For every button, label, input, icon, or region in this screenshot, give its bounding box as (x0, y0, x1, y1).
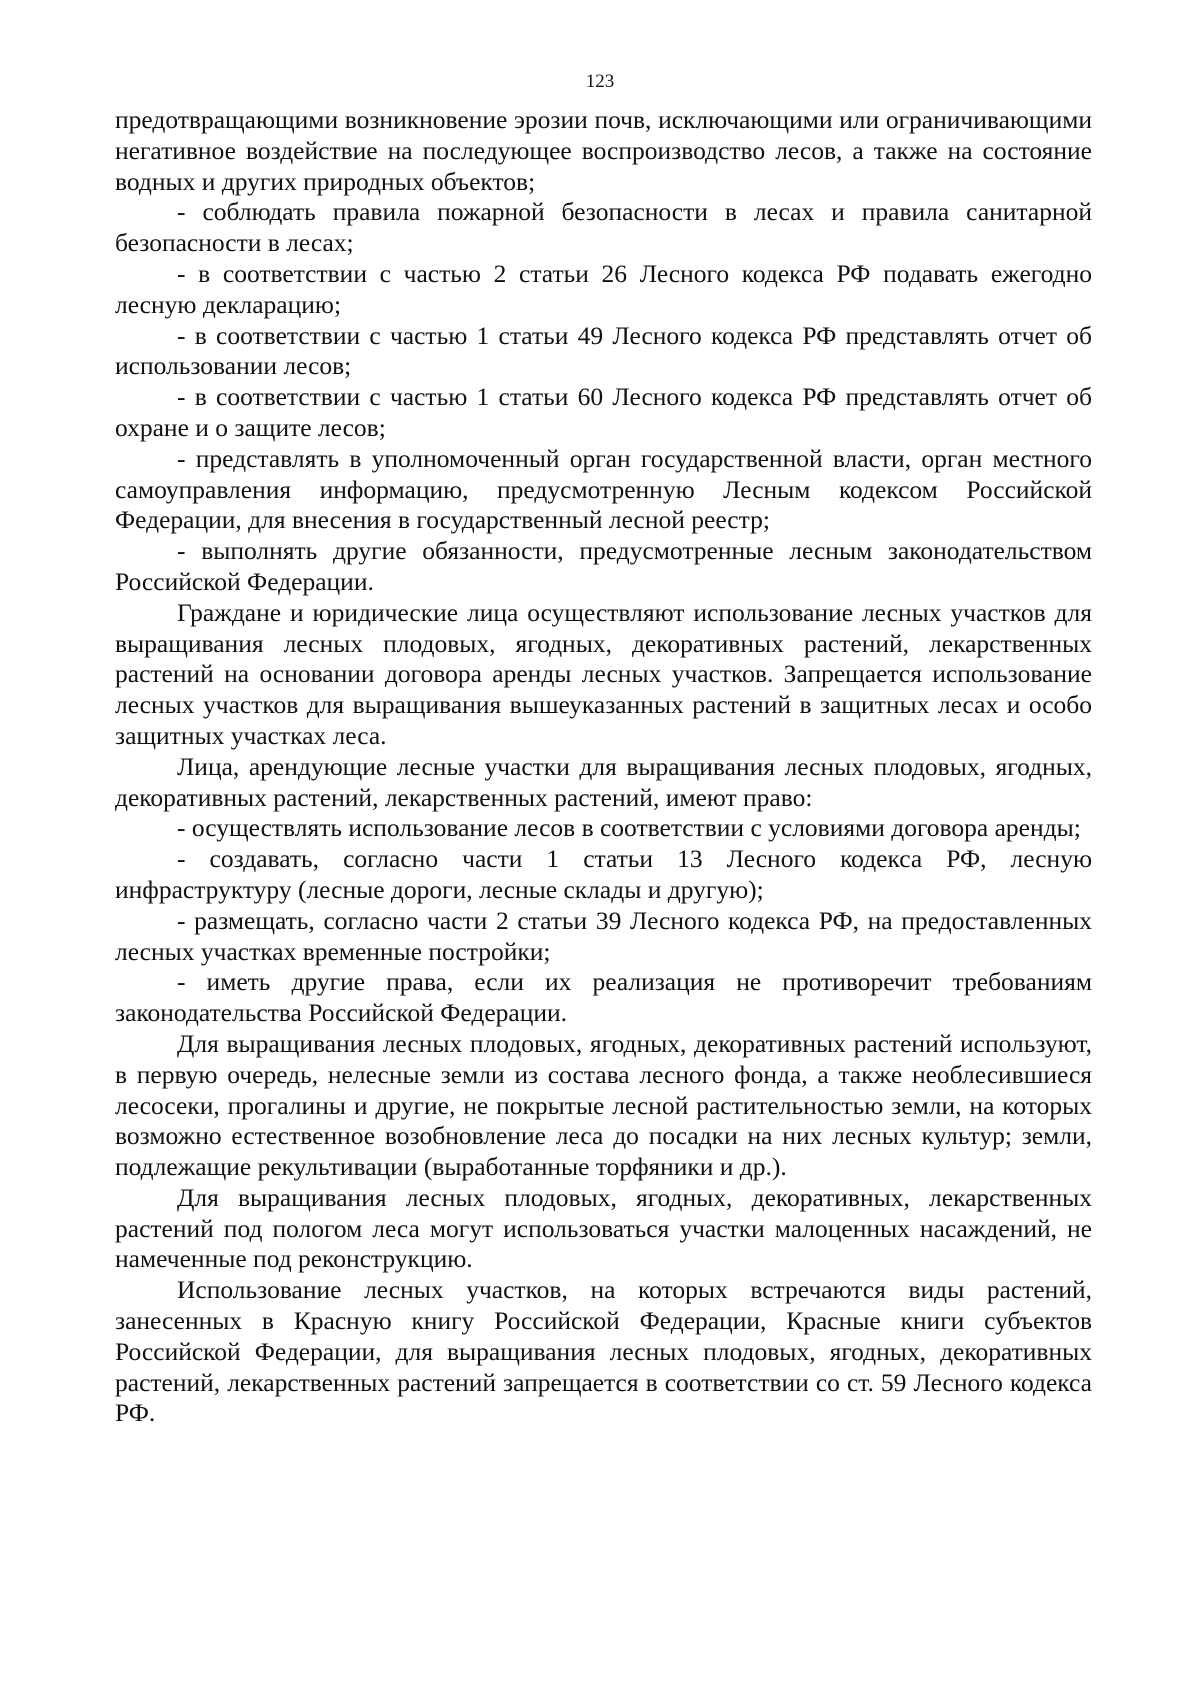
paragraph-obligation-protection-report: - в соответствии с частью 1 статьи 60 Лесного кодекса РФ представлять отчет об охране и о защите лесов; (115, 382, 1092, 442)
paragraph-red-book-prohibition: Использование лесных участков, на которых встречаются виды растений, занесенных в Красную книгу Российской Федерации, Красные книги субъектов Российской Федерации, для выращивания лесных плодовых, ягодных, декоративных растений, лекарственных растений запрещается в соответствии со ст. 59 Лесного кодекса РФ. (115, 1275, 1092, 1428)
paragraph-obligation-registry-info: - представлять в уполномоченный орган государственной власти, орган местного самоуправления информацию, предусмотренную Лесным кодексом Российской Федерации, для внесения в государственный лесной реестр; (115, 443, 1092, 535)
paragraph-obligation-other: - выполнять другие обязанности, предусмотренные лесным законодательством Российской Федерации. (115, 536, 1092, 596)
paragraph-right-temporary-buildings: - размещать, согласно части 2 статьи 39 Лесного кодекса РФ, на предоставленных лесных участках временные постройки; (115, 905, 1092, 966)
document-body (115, 105, 1092, 1429)
paragraph-obligation-fire-safety: - соблюдать правила пожарной безопасности в лесах и правила санитарной безопасности в лесах; (115, 197, 1092, 258)
paragraph-under-canopy: Для выращивания лесных плодовых, ягодных, декоративных, лекарственных растений под пологом леса могут использоваться участки малоценных насаждений, не намеченные под реконструкцию. (115, 1182, 1092, 1274)
paragraph-right-infrastructure: - создавать, согласно части 1 статьи 13 Лесного кодекса РФ, лесную инфраструктуру (лесные дороги, лесные склады и другую); (115, 844, 1092, 904)
paragraph-right-use-forests: - осуществлять использование лесов в соответствии с условиями договора аренды; (177, 813, 1081, 843)
paragraph-lessee-rights-intro: Лица, арендующие лесные участки для выращивания лесных плодовых, ягодных, декоративных растений, лекарственных растений, имеют право: (115, 751, 1092, 812)
paragraph-land-selection: Для выращивания лесных плодовых, ягодных, декоративных растений используют, в первую очередь, нелесные земли из состава лесного фонда, а также необлесившиеся лесосеки, прогалины и другие, не покрытые лесной растительностью земли, на которых возможно естественное возобновление леса до посадки на них лесных культур; земли, подлежащие рекультивации (выработанные торфяники и др.). (115, 1028, 1092, 1182)
paragraph-continuation: предотвращающими возникновение эрозии почв, исключающими или ограничивающими негативное воздействие на последующее воспроизводство лесов, а также на состояние водных и других природных объектов; (115, 105, 1092, 196)
page-number: 123 (585, 71, 615, 92)
paragraph-obligation-declaration: - в соответствии с частью 2 статьи 26 Лесного кодекса РФ подавать ежегодно лесную декларацию; (115, 258, 1092, 319)
paragraph-obligation-usage-report: - в соответствии с частью 1 статьи 49 Лесного кодекса РФ представлять отчет об использовании лесов; (115, 320, 1092, 381)
paragraph-lease-basis: Граждане и юридические лица осуществляют использование лесных участков для выращивания лесных плодовых, ягодных, декоративных растений, лекарственных растений на основании договора аренды лесных участков. Запрещается использование лесных участков для выращивания вышеуказанных растений в защитных лесах и особо защитных участках леса. (115, 597, 1092, 750)
paragraph-right-other: - иметь другие права, если их реализация не противоречит требованиям законодательства Российской Федерации. (115, 967, 1092, 1028)
